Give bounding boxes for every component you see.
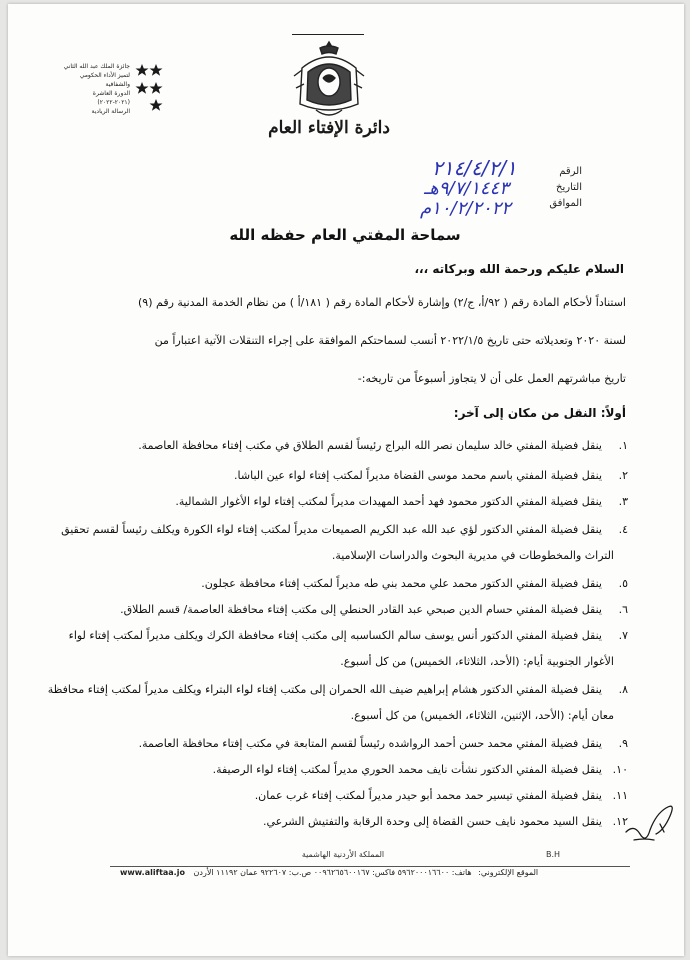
reference-labels xyxy=(530,164,582,212)
item-text: ينقل فضيلة المفتي الدكتور أنس يوسف سالم الكساسبه إلى مكتب إفتاء محافظة الكرك ويكلف مديراً لمكتب إفتاء لواء xyxy=(68,629,602,642)
transfer-item xyxy=(68,464,628,488)
item-text: الأغوار الجنوبية أيام: (الأحد، الثلاثاء، الخميس) من كل أسبوع. xyxy=(340,655,614,668)
award-line: الدورة العاشرة (٢٠٢١-٢٠٢٢) xyxy=(92,90,130,106)
footer-website[interactable]: www.aliftaa.jo xyxy=(120,868,185,877)
intro-line: تاريخ مباشرتهم العمل على أن لا يتجاوز أسبوعاً من تاريخه:- xyxy=(357,372,626,385)
emblem-top-line xyxy=(292,34,364,35)
reference-number-label: الرقم xyxy=(559,166,582,177)
transfer-item-continued xyxy=(68,544,628,568)
intro-line: لسنة ٢٠٢٠ وتعديلاته حتى تاريخ ٢٠٢٢/١/٥ أنسب لسماحتكم الموافقة على إجراء التنقلات الآتية اعتباراً من xyxy=(154,334,626,347)
item-text: ينقل فضيلة المفتي الدكتور لؤي عبد الله عبد الكريم الصميعات مديراً لمكتب إفتاء لواء الكورة ويكلف رئيساً لقسم تحقيق xyxy=(61,523,602,536)
item-text: ينقل السيد محمود نايف حسن القضاة إلى وحدة الرقابة والتفتيش الشرعي. xyxy=(262,815,602,828)
department-name: دائرة الإفتاء العام xyxy=(268,118,390,138)
item-number: ٤. xyxy=(618,523,628,536)
transfer-item xyxy=(68,758,628,782)
award-block xyxy=(63,60,164,120)
transfer-item-continued xyxy=(68,650,628,674)
footer-divider xyxy=(110,866,630,867)
transfer-item xyxy=(68,434,628,458)
award-stars-icon xyxy=(134,62,164,114)
transfer-item xyxy=(47,678,628,702)
item-text: ينقل فضيلة المفتي الدكتور نشأت نايف محمد الحوري مديراً لمكتب إفتاء لواء الرصيفة. xyxy=(212,763,602,776)
award-line: لتميز الأداء الحكومي والشفافية xyxy=(79,72,130,88)
reference-corresponding-label: الموافق xyxy=(549,198,582,209)
item-text: ينقل فضيلة المفتي باسم محمد موسى القضاة مديراً لمكتب إفتاء لواء عين الباشا. xyxy=(234,469,602,482)
intro-line: استناداً لأحكام المادة رقم ( ٩٢/أ، ج/٢) وإشارة لأحكام المادة رقم ( ١٨١/أ ) من نظام الخدمة المدنية رقم (٩) xyxy=(138,296,626,309)
item-text: ينقل فضيلة المفتي حسام الدين صبحي عبد القادر الحنطي إلى مكتب إفتاء محافظة العاصمة/ قسم الطلاق. xyxy=(120,603,602,616)
item-number: ٩. xyxy=(618,737,628,750)
reference-date-label: التاريخ xyxy=(556,182,582,193)
greeting: السلام عليكم ورحمة الله وبركاته ،،، xyxy=(414,262,624,276)
item-text: ينقل فضيلة المفتي خالد سليمان نصر الله البراج رئيساً لقسم الطلاق في مكتب إفتاء محافظة العاصمة. xyxy=(138,439,602,452)
transfer-item xyxy=(68,732,628,756)
footer-contact: هاتف: ٥٩٦٢٠٠٠١٦٦٠٠ فاكس: ٠٠٩٦٢٦٥٦٠٠١٦٧ ص.ب: ٩٢٢٦٠٧ عمان ١١١٩٢ الأردن xyxy=(193,868,472,877)
item-text: ينقل فضيلة المفتي الدكتور محمد علي محمد بني طه مديراً لمكتب إفتاء محافظة عجلون. xyxy=(201,577,602,590)
item-number: ٧. xyxy=(618,629,628,642)
transfer-item-continued xyxy=(68,704,628,728)
transfer-item xyxy=(68,784,628,808)
item-number: ٦. xyxy=(618,603,628,616)
item-number: ١١. xyxy=(612,789,628,802)
award-text xyxy=(60,62,130,116)
item-number: ٥. xyxy=(618,577,628,590)
addressee: سماحة المفتي العام حفظه الله xyxy=(229,226,461,244)
item-number: ٢. xyxy=(618,469,628,482)
signature-icon xyxy=(620,794,680,848)
item-text: التراث والمخطوطات في مديرية البحوث والدراسات الإسلامية. xyxy=(331,549,614,562)
reference-number: ٢١٤/٤/٢/١ xyxy=(432,156,517,180)
transfer-item xyxy=(68,598,628,622)
transfer-item xyxy=(68,624,628,648)
item-text: ينقل فضيلة المفتي الدكتور هشام إبراهيم ضيف الله الحمران إلى مكتب إفتاء لواء البتراء ويكلف مديراً لمكتب إفتاء محافظة xyxy=(47,683,602,696)
footer-website-label: الموقع الإلكتروني: xyxy=(478,868,539,877)
footer-country: المملكة الأردنية الهاشمية xyxy=(301,850,385,859)
footer-initials: B.H xyxy=(546,850,561,859)
section-heading: أولاً: النقل من مكان إلى آخر: xyxy=(453,406,626,420)
item-number: ١٠. xyxy=(612,763,628,776)
item-text: معان أيام: (الأحد، الإثنين، الثلاثاء، الخميس) من كل أسبوع. xyxy=(350,709,614,722)
item-text: ينقل فضيلة المفتي محمد حسن أحمد الرواشده رئيساً لقسم المتابعة في مكتب إفتاء محافظة العاصمة. xyxy=(138,737,602,750)
item-number: ٨. xyxy=(618,683,628,696)
item-number: ١. xyxy=(618,439,628,452)
transfer-item xyxy=(68,572,628,596)
item-number: ٣. xyxy=(618,495,628,508)
reference-gregorian-date: ١٠/٢/٢٠٢٢م xyxy=(420,198,511,219)
transfer-item xyxy=(68,810,628,834)
reference-hijri-date: ٩/٧/١٤٤٣هـ xyxy=(424,178,509,199)
award-line: جائزة الملك عبد الله الثاني xyxy=(63,63,130,70)
item-text: ينقل فضيلة المفتي الدكتور محمود فهد أحمد المهيدات مديراً لمكتب إفتاء لواء الأغوار الشمالية. xyxy=(175,495,602,508)
item-text: ينقل فضيلة المفتي تيسير حمد محمد أبو حيدر مديراً لمكتب إفتاء غرب عمان. xyxy=(254,789,602,802)
footer-contact-row xyxy=(120,868,620,877)
jordan-emblem-icon xyxy=(290,38,368,120)
transfer-item xyxy=(68,490,628,514)
award-line: الرسالة الريادية xyxy=(91,108,130,115)
transfer-item xyxy=(61,518,628,542)
item-number: ١٢. xyxy=(612,815,628,828)
